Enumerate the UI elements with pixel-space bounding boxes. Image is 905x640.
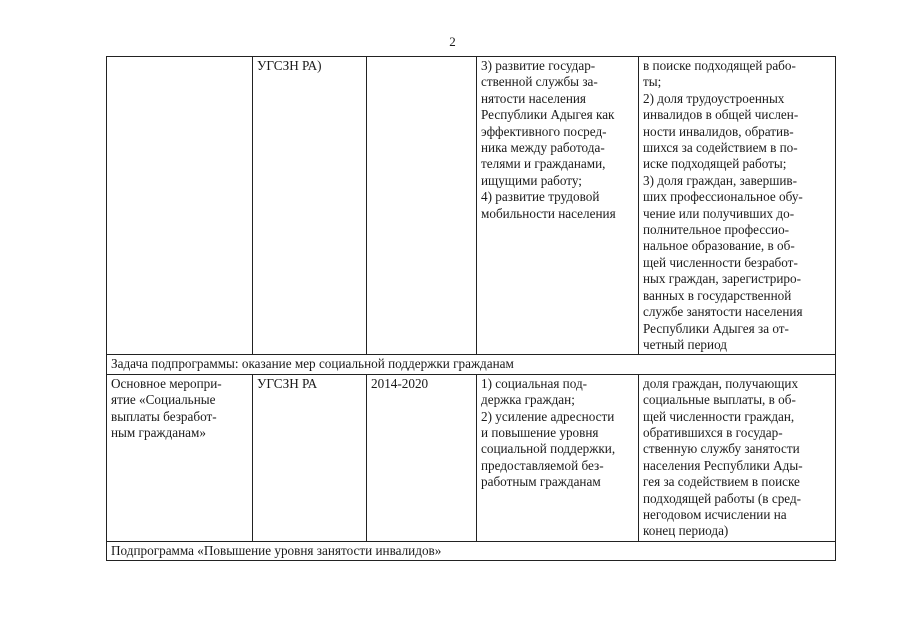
table-row	[107, 355, 836, 374]
text-line: ших профессиональное обу-	[643, 189, 803, 205]
text-line: щей численности безработ-	[643, 254, 798, 270]
text-line: работным гражданам	[481, 474, 601, 490]
text-line: нальное образование, в об-	[643, 238, 795, 254]
text-line: иске подходящей работы;	[643, 156, 787, 172]
text-line: службе занятости населения	[643, 304, 803, 320]
text-line: ственной службы за-	[481, 74, 598, 90]
text-line: шихся за содействием в по-	[643, 140, 798, 156]
text-line: населения Республики Ады-	[643, 457, 803, 473]
indicators-cell	[639, 374, 836, 541]
text-line: доля граждан, получающих	[643, 375, 799, 391]
text-line: подходящей работы (в сред-	[643, 490, 802, 506]
subprogram-heading: Подпрограмма «Повышение уровня занятости инвалидов»	[107, 541, 836, 560]
text-line: и повышение уровня	[481, 424, 599, 440]
text-line: негодовом исчислении на	[643, 506, 787, 522]
text-line: предоставляемой без-	[481, 457, 604, 473]
text-line: социальные выплаты, в об-	[643, 392, 796, 408]
text-line: 2) доля трудоустроенных	[643, 90, 785, 106]
text-line: Республики Адыгея за от-	[643, 320, 789, 336]
text-line: обратившихся в государ-	[643, 424, 783, 440]
text-line: 2) усиление адресности	[481, 408, 615, 424]
results-cell	[477, 374, 639, 541]
results-cell	[477, 57, 639, 355]
text-line: 3) доля граждан, завершив-	[643, 172, 798, 188]
text-line: ищущими работу;	[481, 172, 582, 188]
executor-cell: УГСЗН РА)	[253, 57, 367, 355]
period-cell	[367, 57, 477, 355]
text-line: 3) развитие государ-	[481, 58, 596, 73]
text-line: телями и гражданами,	[481, 156, 606, 172]
text-line: гея за содействием в поиске	[643, 474, 800, 490]
text-line: выплаты безработ-	[111, 408, 217, 424]
text-line: ты;	[643, 74, 662, 90]
event-cell	[107, 374, 253, 541]
text-line: четный период	[643, 336, 728, 352]
text-line: нятости населения	[481, 90, 586, 106]
text-line: щей численности граждан,	[643, 408, 795, 424]
text-line: эффективного посред-	[481, 123, 607, 139]
text-line: ственную службу занятости	[643, 441, 800, 457]
text-line: 1) социальная под-	[481, 375, 588, 391]
text-line: ным гражданам»	[111, 424, 206, 440]
text-line: ности инвалидов, обратив-	[643, 123, 794, 139]
text-line: инвалидов в общей числен-	[643, 107, 799, 123]
text-line: 4) развитие трудовой	[481, 189, 600, 205]
indicators-cell	[639, 57, 836, 355]
executor-cell: УГСЗН РА	[253, 374, 367, 541]
period-cell: 2014-2020	[367, 374, 477, 541]
text-line: конец периода)	[643, 523, 729, 539]
text-line: ванных в государственной	[643, 287, 792, 303]
text-line: Республики Адыгея как	[481, 107, 615, 123]
text-line: мобильности населения	[481, 205, 616, 221]
page-number: 2	[449, 34, 456, 49]
table-row	[107, 374, 836, 541]
text-line: социальной поддержки,	[481, 441, 616, 457]
program-table	[106, 56, 836, 561]
event-cell	[107, 57, 253, 355]
table-row	[107, 57, 836, 355]
text-line: полнительное профессио-	[643, 222, 790, 238]
text-line: ника между работода-	[481, 140, 605, 156]
text-line: ятие «Социальные	[111, 392, 216, 408]
text-line: в поиске подходящей рабо-	[643, 58, 796, 73]
table-row	[107, 541, 836, 560]
text-line: Основное меропри-	[111, 375, 222, 391]
task-heading: Задача подпрограммы: оказание мер социальной поддержки гражданам	[107, 355, 836, 374]
text-line: держка граждан;	[481, 392, 575, 408]
text-line: ных граждан, зарегистриро-	[643, 271, 801, 287]
text-line: чение или получивших до-	[643, 205, 795, 221]
